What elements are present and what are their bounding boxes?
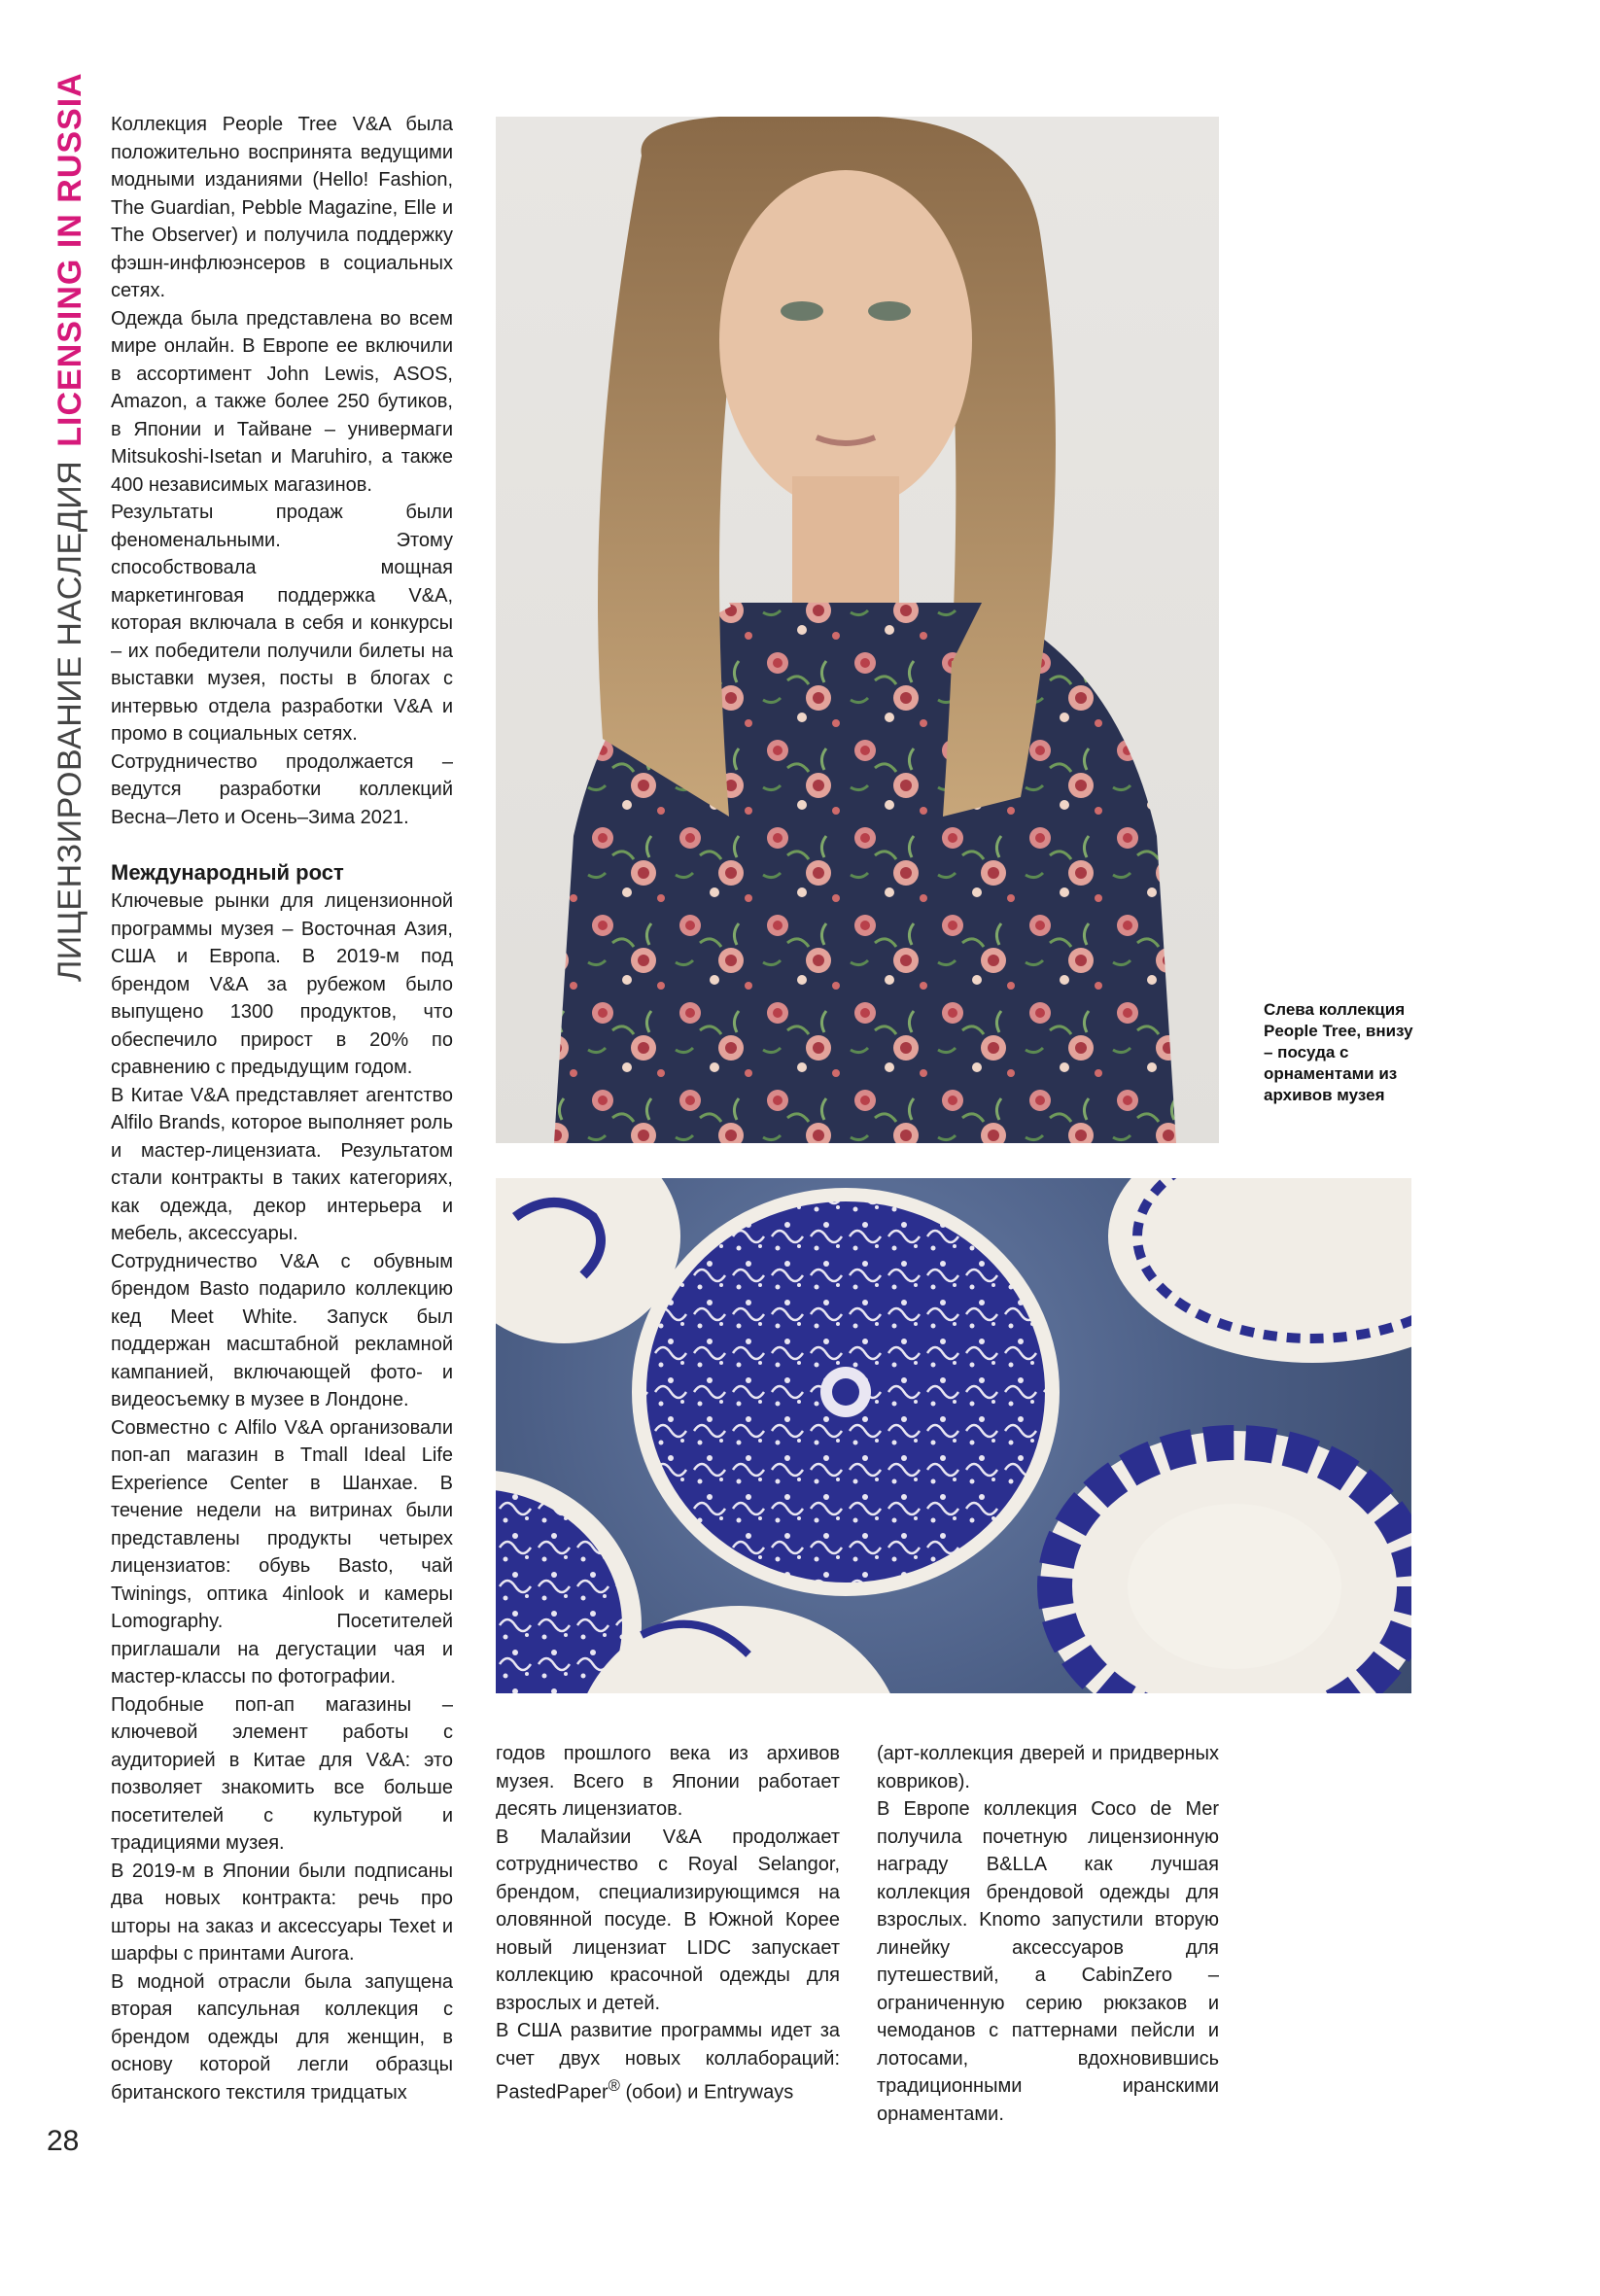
paragraph: Результаты продаж были феноменальными. Этому способствовала мощная маркетинговая поддержка V&A, которая включала в себя и конкурсы – их победители получили билеты на выставки музея, посты в блогах с интервью отдела разработки V&A и промо в социальных сетях.	[111, 502, 453, 745]
paragraph	[496, 2017, 840, 2106]
paragraph: В Китае V&A представляет агентство Alfilo Brands, которое выполняет роль и мастер-лицензиата. Результатом стали контракты в таких категориях, как одежда, декор интерьера и мебель, аксессуары.	[111, 1084, 453, 1244]
model-photo	[496, 117, 1219, 1143]
paragraph: В Малайзии V&A продолжает сотрудничество с Royal Selangor, брендом, специализирующимся на оловянной посуде. В Южной Корее новый лицензиат LIDC запускает коллекцию красочной одежды для взрослых и детей.	[496, 1826, 840, 2014]
section-label: ЛИЦЕНЗИРОВАНИЕ НАСЛЕДИЯ	[52, 460, 88, 982]
paragraph: Коллекция People Tree V&A была положительно воспринята ведущими модными изданиями (Hello! Fashion, The Guardian, Pebble Magazine, Elle и The Observer) и получила поддержку фэшн-инфлюэнсеров в социальных сетях.	[111, 114, 453, 301]
text-column-3	[877, 1740, 1219, 2128]
brand-label: LICENSING IN RUSSIA	[52, 72, 88, 447]
text-column-1	[111, 111, 453, 2106]
paragraph: Сотрудничество V&A с обувным брендом Basto подарило коллекцию кед Meet White. Запуск был поддержан масштабной рекламной кампанией, включающей фото- и видеосъемку в музее в Лондоне.	[111, 1250, 453, 1410]
paragraph: Подобные поп-ап магазины – ключевой элемент работы с аудиторией в Китае для V&A: это позволяет знакомить все больше посетителей с культурой и традициями музея.	[111, 1693, 453, 1854]
model-illustration	[496, 117, 1219, 1143]
tableware-photo	[496, 1178, 1411, 1693]
tableware-illustration	[496, 1178, 1411, 1693]
section-heading: Международный рост	[111, 860, 344, 885]
paragraph: Одежда была представлена во всем мире онлайн. В Европе ее включили в ассортимент John Lewis, ASOS, Amazon, а также более 250 бутиков, в Японии и Тайване – универмаги Mitsukoshi-Isetan и Maruhiro, а также 400 независимых магазинов.	[111, 307, 453, 496]
photo-caption: Слева коллекция People Tree, внизу – посуда с орнаментами из архивов музея	[1264, 1000, 1413, 1104]
paragraph: В 2019-м в Японии были подписаны два новых контракта: речь про шторы на заказ и аксессуары Texet и шарфы с принтами Aurora.	[111, 1860, 453, 1965]
text-column-2	[496, 1740, 840, 2106]
section-sidebar	[43, 72, 97, 982]
registered-mark: ®	[608, 2076, 620, 2095]
paragraph: (арт-коллекция дверей и придверных ковриков).	[877, 1743, 1219, 1792]
paragraph-text: (обои) и Entryways	[619, 2081, 794, 2104]
paragraph: Ключевые рынки для лицензионной программы музея – Восточная Азия, США и Европа. В 2019-м под брендом V&A за рубежом было выпущено 1300 продуктов, что обеспечило прирост в 20% по сравнению с предыдущим годом.	[111, 890, 453, 1078]
paragraph-text: В США развитие программы идет за счет двух новых коллабораций: PastedPaper	[496, 2020, 840, 2104]
paragraph: Сотрудничество продолжается – ведутся разработки коллекций Весна–Лето и Осень–Зима 2021.	[111, 750, 453, 828]
paragraph: годов прошлого века из архивов музея. Всего в Японии работает десять лицензиатов.	[496, 1743, 840, 1820]
paragraph: В Европе коллекция Coco de Mer получила почетную лицензионную награду B&LLA как лучшая коллекция брендовой одежды для взрослых. Knomo запустили вторую линейку аксессуаров для путешествий, а CabinZero – ограниченную серию рюкзаков и чемоданов с паттернами пейсли и лотосами, вдохновившись традиционными иранскими орнаментами.	[877, 1798, 1219, 2125]
paragraph: В модной отрасли была запущена вторая капсульная коллекция с брендом одежды для женщин, в основу которой легли образцы британского текстиля тридцатых	[111, 1970, 453, 2104]
page-number: 28	[47, 2125, 80, 2157]
paragraph: Совместно с Alfilo V&A организовали поп-ап магазин в Tmall Ideal Life Experience Center в Шанхае. В течение недели на витринах были представлены продукты четырех лицензиатов: обувь Basto, чай Twinings, оптика 4inlook и камеры Lomography. Посетителей приглашали на дегустации чая и мастер-классы по фотографии.	[111, 1416, 453, 1687]
